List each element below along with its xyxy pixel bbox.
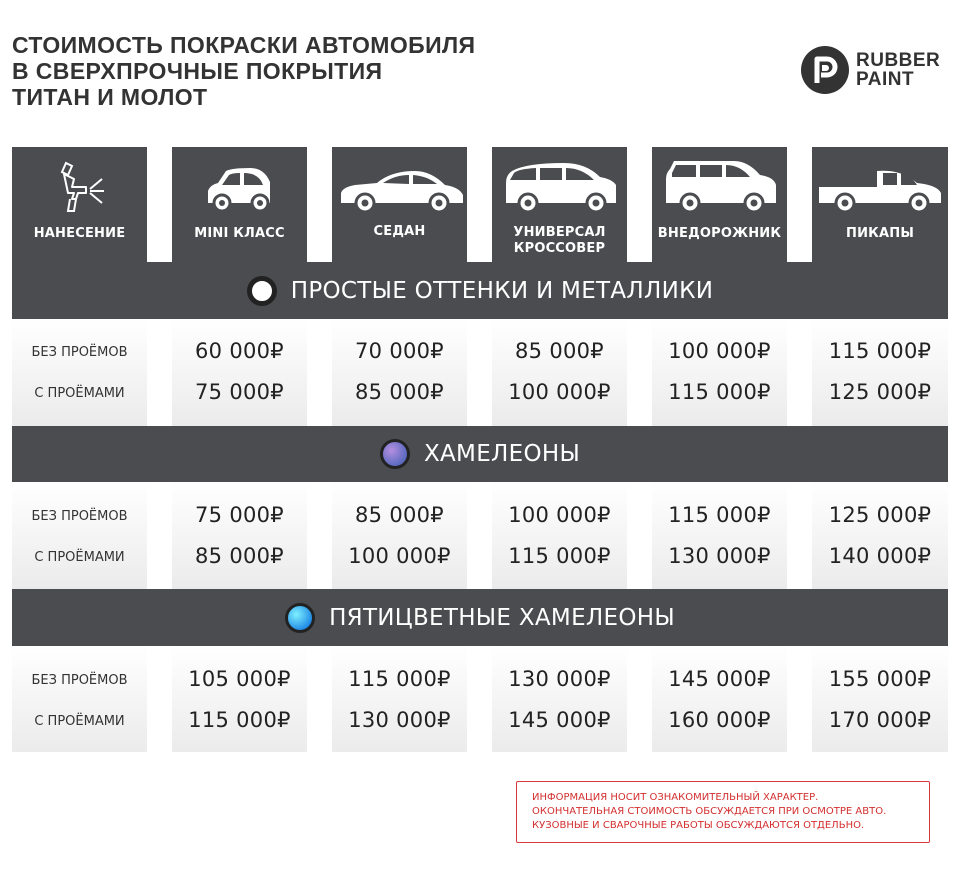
row-label-no-openings: БЕЗ ПРОЁМОВ	[31, 509, 128, 524]
price-cell	[652, 319, 787, 426]
section-2-label: ХАМЕЛЕОНЫ	[423, 441, 581, 467]
price-value: 130 000₽	[668, 544, 771, 568]
disclaimer-line-1: ИНФОРМАЦИЯ НОСИТ ОЗНАКОМИТЕЛЬНЫЙ ХАРАКТЕР.	[532, 792, 819, 803]
price-value: 100 000₽	[348, 544, 451, 568]
price-value: 115 000₽	[508, 544, 611, 568]
price-value: 85 000₽	[355, 503, 444, 527]
disclaimer-note	[516, 781, 930, 843]
price-value: 75 000₽	[195, 503, 284, 527]
price-cell	[172, 646, 307, 752]
price-value: 115 000₽	[668, 380, 771, 404]
row-labels-section-3	[12, 646, 147, 752]
logo-line-2: PAINT	[856, 69, 915, 90]
row-label-no-openings: БЕЗ ПРОЁМОВ	[31, 345, 128, 360]
suv-car-icon	[652, 159, 787, 215]
section-title-1	[12, 262, 948, 319]
title-line-2: В СВЕРХПРОЧНЫЕ ПОКРЫТИЯ	[12, 58, 383, 84]
price-value: 160 000₽	[668, 708, 771, 732]
price-value: 130 000₽	[348, 708, 451, 732]
section-3-label: ПЯТИЦВЕТНЫЕ ХАМЕЛЕОНЫ	[329, 604, 675, 631]
row-labels-section-1	[12, 319, 147, 426]
price-cell	[172, 319, 307, 426]
price-value: 85 000₽	[355, 380, 444, 404]
chameleon-color-dot-icon	[380, 439, 410, 469]
pickup-truck-icon	[812, 165, 948, 215]
header-label-crossover: УНИВЕРСАЛ КРОССОВЕР	[513, 225, 606, 256]
header-col-application	[12, 147, 147, 267]
header-col-suv	[652, 147, 787, 267]
price-value: 60 000₽	[195, 339, 284, 363]
price-value: 70 000₽	[355, 339, 444, 363]
price-value: 105 000₽	[188, 667, 291, 691]
price-cell	[492, 482, 627, 589]
header-col-sedan	[332, 147, 467, 267]
row-labels-section-2	[12, 482, 147, 589]
price-value: 115 000₽	[188, 708, 291, 732]
row-label-with-openings: С ПРОЁМАМИ	[34, 386, 125, 401]
title-line-1: СТОИМОСТЬ ПОКРАСКИ АВТОМОБИЛЯ	[12, 32, 476, 58]
price-value: 115 000₽	[348, 667, 451, 691]
solid-color-dot-icon	[247, 276, 277, 306]
five-color-chameleon-dot-icon	[285, 603, 315, 633]
row-label-with-openings: С ПРОЁМАМИ	[34, 714, 125, 729]
price-value: 75 000₽	[195, 380, 284, 404]
section-title-3	[12, 589, 948, 646]
price-value: 140 000₽	[828, 544, 932, 568]
price-value: 100 000₽	[668, 339, 771, 363]
logo-line-1: RUBBER	[856, 50, 941, 71]
sedan-car-icon	[332, 169, 467, 215]
section-1-label: ПРОСТЫЕ ОТТЕНКИ И МЕТАЛЛИКИ	[290, 277, 714, 304]
header-col-pickup	[812, 147, 948, 267]
price-cell	[332, 482, 467, 589]
price-cell	[492, 319, 627, 426]
price-cell	[652, 646, 787, 752]
price-value: 100 000₽	[508, 503, 611, 527]
price-value: 115 000₽	[828, 339, 932, 363]
price-cell	[332, 646, 467, 752]
price-value: 130 000₽	[508, 667, 611, 691]
spray-gun-icon	[12, 161, 147, 215]
header-label-sedan: СЕДАН	[373, 224, 426, 239]
title-line-3: ТИТАН И МОЛОТ	[12, 84, 208, 110]
price-value: 170 000₽	[828, 708, 932, 732]
header-label-application: НАНЕСЕНИЕ	[33, 226, 126, 241]
header-label-mini: MINI КЛАСС	[194, 226, 285, 241]
price-cell	[172, 482, 307, 589]
page-title	[12, 32, 475, 110]
price-value: 125 000₽	[828, 503, 932, 527]
header-col-mini	[172, 147, 307, 267]
price-value: 145 000₽	[668, 667, 771, 691]
section-title-2	[12, 426, 948, 482]
logo-mark-icon	[800, 45, 850, 95]
price-cell	[492, 646, 627, 752]
row-label-with-openings: С ПРОЁМАМИ	[34, 550, 125, 565]
logo-text	[856, 51, 940, 89]
price-cell	[812, 646, 948, 752]
row-label-no-openings: БЕЗ ПРОЁМОВ	[31, 673, 128, 688]
price-cell	[652, 482, 787, 589]
price-value: 145 000₽	[508, 708, 611, 732]
mini-car-icon	[172, 167, 307, 215]
price-cell	[332, 319, 467, 426]
header-col-crossover	[492, 147, 627, 267]
disclaimer-line-2: ОКОНЧАТЕЛЬНАЯ СТОИМОСТЬ ОБСУЖДАЕТСЯ ПРИ ОСМОТРЕ АВТО.	[532, 806, 887, 817]
price-cell	[812, 319, 948, 426]
price-value: 100 000₽	[508, 380, 611, 404]
price-value: 125 000₽	[828, 380, 932, 404]
price-cell	[812, 482, 948, 589]
header-label-suv: ВНЕДОРОЖНИК	[657, 226, 782, 241]
price-value: 115 000₽	[668, 503, 771, 527]
price-value: 85 000₽	[515, 339, 604, 363]
header-label-pickup: ПИКАПЫ	[846, 226, 914, 241]
crossover-car-icon	[492, 161, 627, 215]
price-value: 85 000₽	[195, 544, 284, 568]
disclaimer-line-3: КУЗОВНЫЕ И СВАРОЧНЫЕ РАБОТЫ ОБСУЖДАЮТСЯ ОТДЕЛЬНО.	[532, 820, 865, 831]
price-value: 155 000₽	[828, 667, 932, 691]
